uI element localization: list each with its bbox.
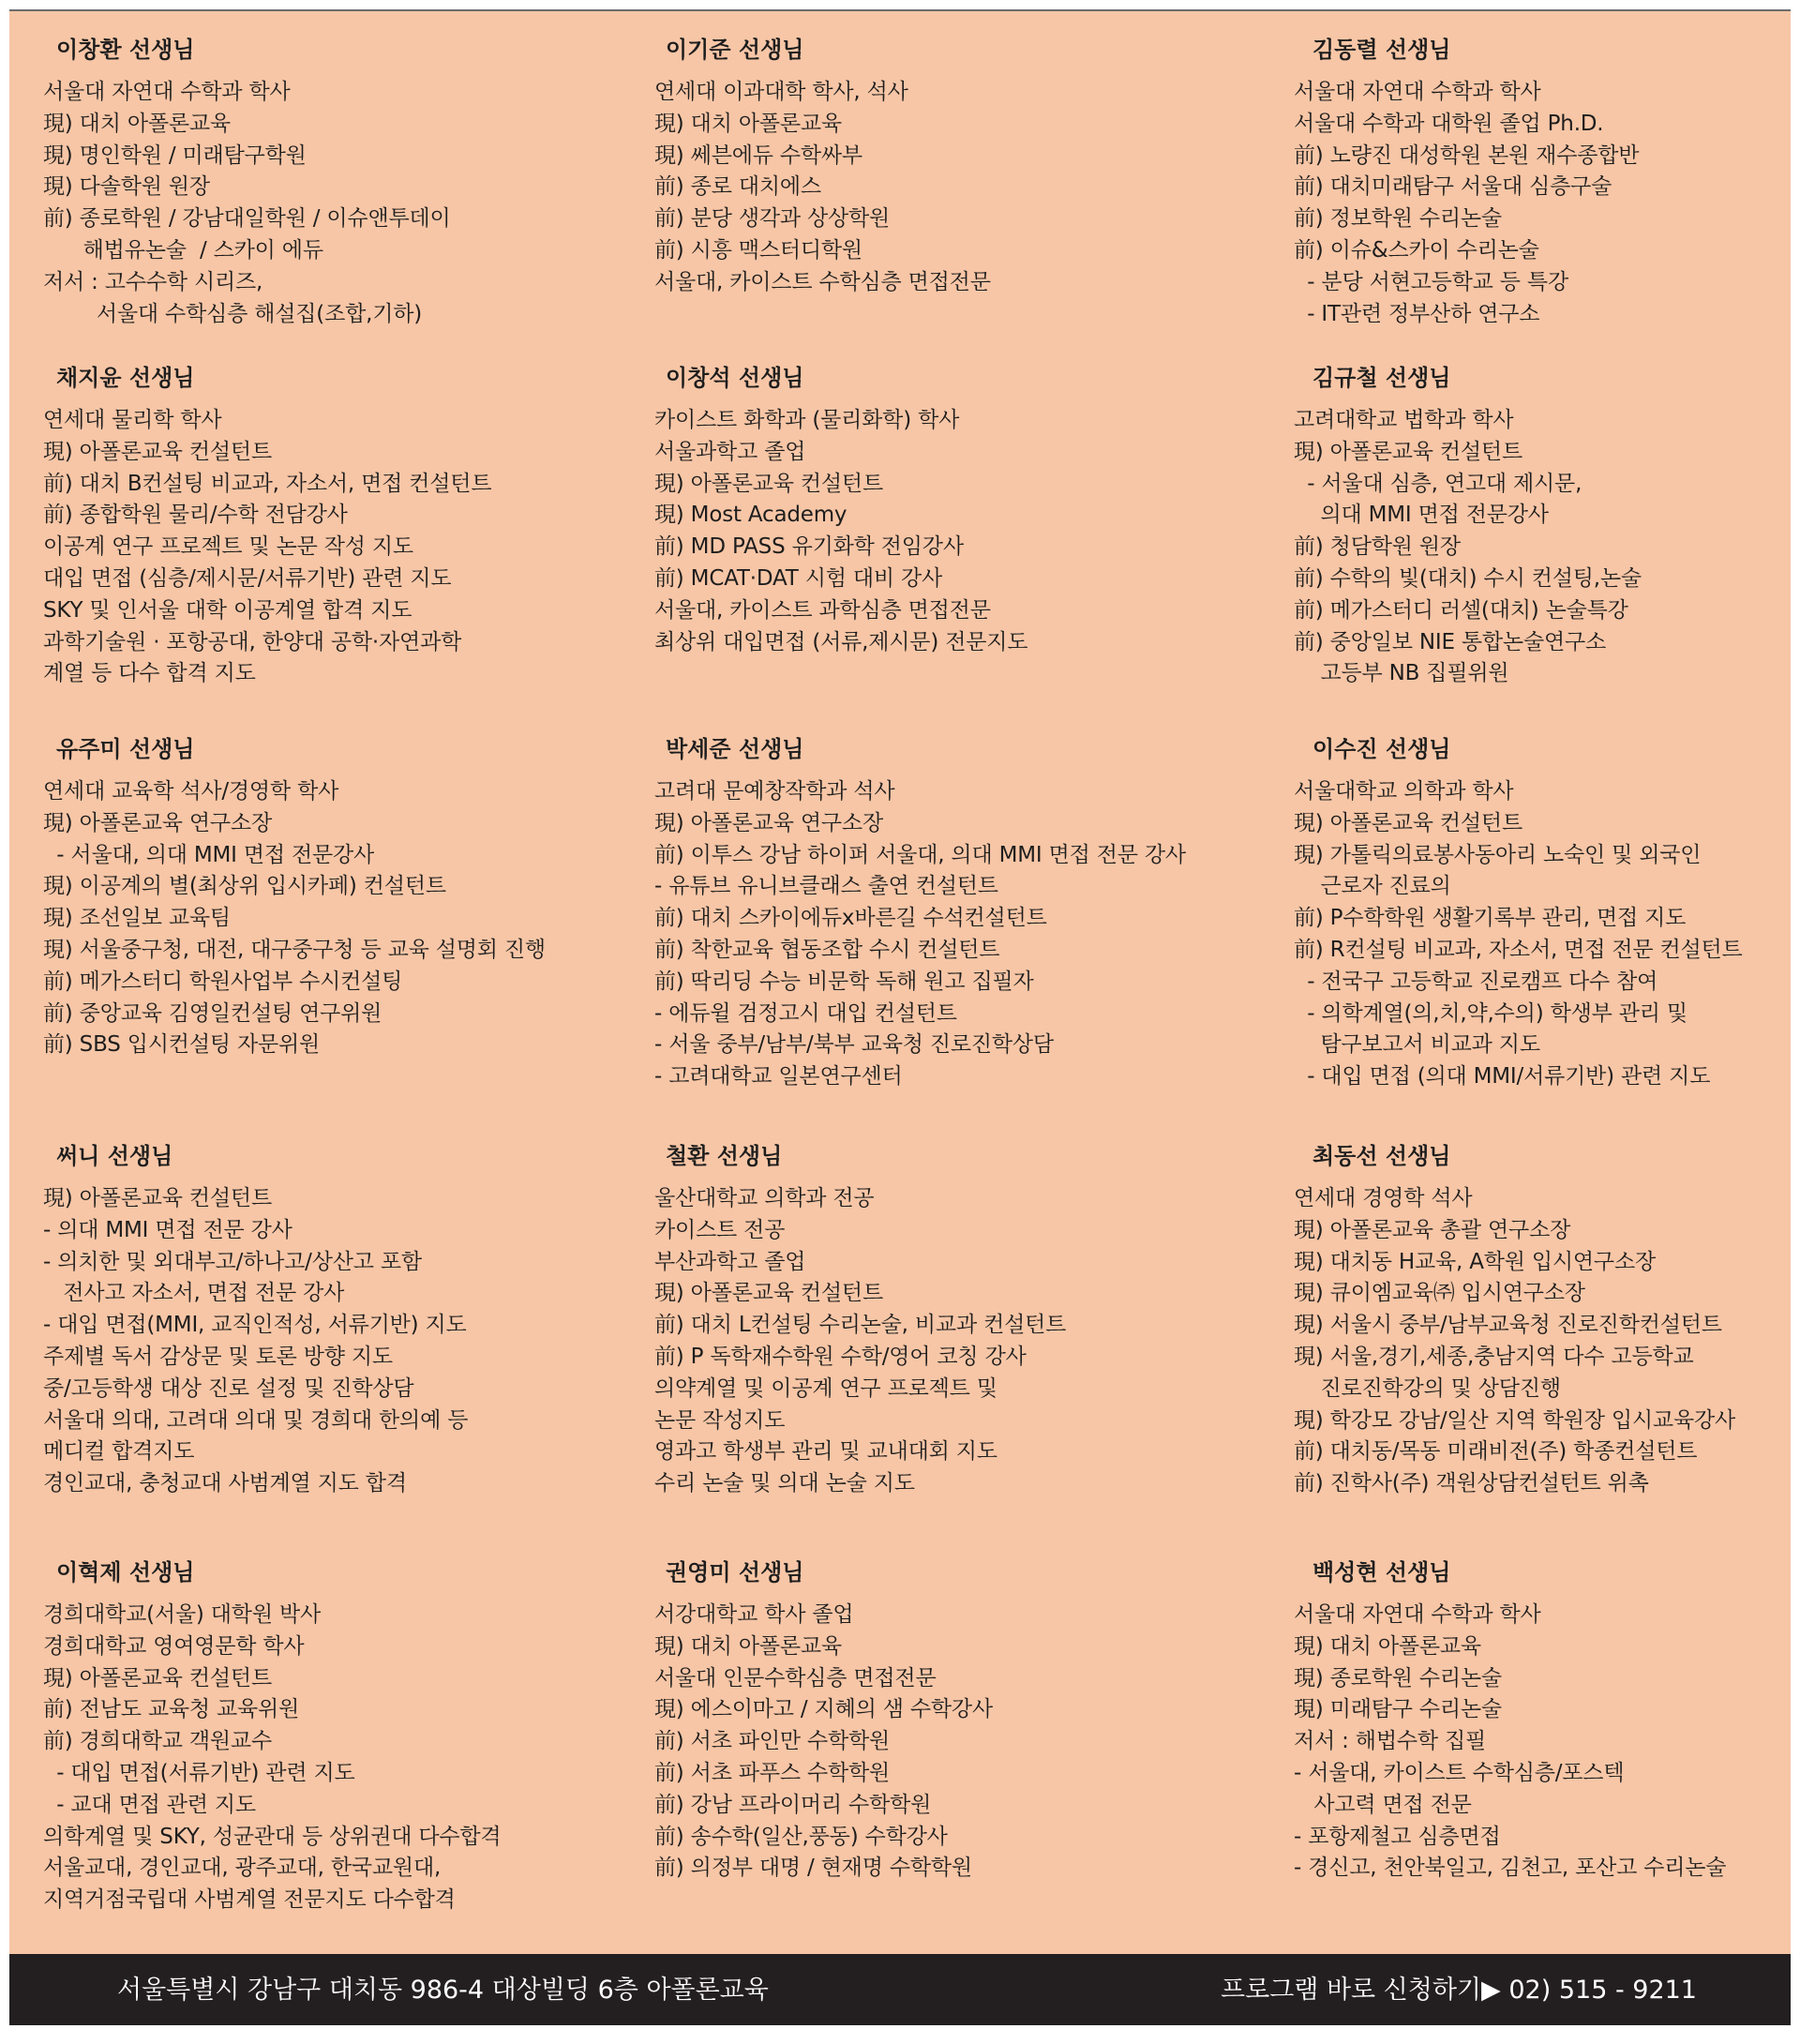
teacher-career-list <box>1294 776 1743 1093</box>
career-line: - 의치한 및 외대부고/하나고/상산고 포함 <box>43 1249 422 1274</box>
career-line: 연세대 교육학 석사/경영학 학사 <box>43 779 339 804</box>
career-line: - 경신고, 천안북일고, 김천고, 포산고 수리논술 <box>1294 1856 1727 1881</box>
career-line: 울산대학교 의학과 전공 <box>654 1186 875 1210</box>
career-line: 前) 시흥 맥스터디학원 <box>654 237 862 263</box>
career-line: SKY 및 인서울 대학 이공계열 합격 지도 <box>43 597 412 623</box>
teacher-profile <box>1294 36 1639 330</box>
career-line: 前) 서초 파인만 수학학원 <box>654 1729 891 1754</box>
career-line: 現) Most Academy <box>654 503 848 528</box>
career-line: 前) 종로 대치에스 <box>654 174 821 200</box>
career-line: 계열 등 다수 합격 지도 <box>43 661 256 686</box>
career-line: 前) 이슈&스카이 수리논술 <box>1294 237 1539 263</box>
teacher-name: 박세준 선생님 <box>666 736 804 762</box>
teacher-career-list <box>654 776 1186 1093</box>
career-line: 사고력 면접 전문 <box>1294 1792 1472 1817</box>
teacher-name: 이기준 선생님 <box>666 37 804 63</box>
teacher-profile <box>43 364 491 690</box>
career-line: - 서울대 심층, 연고대 제시문, <box>1294 471 1582 496</box>
career-line: 現) 서울시 중부/남부교육청 진로진학컨설턴트 <box>1294 1313 1722 1338</box>
teacher-career-list <box>43 1183 468 1500</box>
teacher-career-list <box>654 77 991 299</box>
career-line: 前) 종합학원 물리/수학 전담강사 <box>43 503 348 528</box>
career-line: 전사고 자소서, 면접 전문 강사 <box>43 1281 345 1306</box>
career-line: 現) 아폴론교육 연구소장 <box>654 810 883 835</box>
career-line: 現) 가톨릭의료봉사동아리 노숙인 및 외국인 <box>1294 842 1702 867</box>
teacher-name: 권영미 선생님 <box>666 1559 804 1586</box>
teacher-profile <box>43 36 451 330</box>
career-line: 서울대 자연대 수학과 학사 <box>1294 80 1541 104</box>
teacher-name: 유주미 선생님 <box>56 736 195 762</box>
career-line: 現) 다솔학원 원장 <box>43 174 210 200</box>
career-line: 서울대 자연대 수학과 학사 <box>43 80 291 104</box>
career-line: 서울대 수학과 대학원 졸업 Ph.D. <box>1294 111 1604 136</box>
career-line: 前) 의정부 대명 / 현재명 수학학원 <box>654 1856 972 1881</box>
teacher-career-list <box>654 1600 993 1885</box>
career-line: 경희대학교(서울) 대학원 박사 <box>43 1602 321 1627</box>
career-line: 前) 서초 파푸스 수학학원 <box>654 1760 891 1785</box>
career-line: - 서울대, 카이스트 수학심층/포스텍 <box>1294 1760 1625 1785</box>
career-line: 저서 : 고수수학 시리즈, <box>43 269 263 294</box>
career-line: 前) 중앙일보 NIE 통합논술연구소 <box>1294 629 1607 654</box>
career-line: 연세대 이과대학 학사, 석사 <box>654 80 908 104</box>
career-line: - 분당 서현고등학교 등 특강 <box>1294 269 1568 294</box>
career-line: - 전국구 고등학교 진로캠프 다수 참여 <box>1294 969 1658 994</box>
teacher-profile <box>654 735 1186 1093</box>
teacher-profile <box>654 1558 993 1885</box>
career-line: 前) MD PASS 유기화학 전임강사 <box>654 534 964 560</box>
career-line: 前) 진학사(주) 객원상담컨설턴트 위촉 <box>1294 1471 1649 1496</box>
teacher-profile <box>43 1142 468 1500</box>
teacher-name: 김동렬 선생님 <box>1312 37 1451 63</box>
career-line: 서울대학교 의학과 학사 <box>1294 779 1514 804</box>
career-line: 現) 아폴론교육 컨설턴트 <box>43 439 272 464</box>
career-line: 부산과학고 졸업 <box>654 1249 806 1274</box>
career-line: 前) P 독학재수학원 수학/영어 코칭 강사 <box>654 1344 1027 1369</box>
career-line: 의약계열 및 이공계 연구 프로젝트 및 <box>654 1375 998 1401</box>
career-line: 의대 MMI 면접 전문강사 <box>1294 503 1549 528</box>
career-line: - 포항제철고 심층면접 <box>1294 1824 1501 1849</box>
teacher-profile <box>654 364 1028 658</box>
career-line: 메디컬 합격지도 <box>43 1439 195 1465</box>
career-line: 現) 조선일보 교육팀 <box>43 906 231 931</box>
career-line: 지역거점국립대 사범계열 전문지도 다수합격 <box>43 1887 456 1913</box>
career-line: 前) 대치 L컨설팅 수리논술, 비교과 컨설턴트 <box>654 1313 1067 1338</box>
career-line: 탐구보고서 비교과 지도 <box>1294 1032 1540 1058</box>
teacher-career-list <box>1294 77 1639 330</box>
career-line: 서울과학고 졸업 <box>654 439 806 464</box>
career-line: - 서울 중부/남부/북부 교육청 진로진학상담 <box>654 1032 1054 1058</box>
career-line: 現) 대치 아폴론교육 <box>654 1633 842 1659</box>
career-line: 前) 정보학원 수리논술 <box>1294 206 1502 232</box>
teacher-name: 최동선 선생님 <box>1312 1143 1451 1169</box>
career-line: 해법유논술 / 스카이 에듀 <box>43 237 323 263</box>
career-line: 과학기술원 · 포항공대, 한양대 공학·자연과학 <box>43 629 462 654</box>
teacher-profile <box>43 1558 501 1916</box>
teacher-career-list <box>43 405 491 690</box>
career-line: 前) 중앙교육 김영일컨설팅 연구위원 <box>43 1000 382 1026</box>
teacher-career-list <box>43 1600 501 1916</box>
career-line: - 대입 면접(서류기반) 관련 지도 <box>43 1760 355 1785</box>
career-line: 現) 에스이마고 / 지혜의 샘 수학강사 <box>654 1697 993 1722</box>
footer-bar <box>9 1954 1791 2025</box>
teacher-name: 이창환 선생님 <box>56 37 195 63</box>
career-line: - 의대 MMI 면접 전문 강사 <box>43 1217 292 1242</box>
career-line: 前) 착한교육 협동조합 수시 컨설턴트 <box>654 937 1000 962</box>
career-line: 現) 아폴론교육 컨설턴트 <box>654 471 883 496</box>
teacher-profile <box>1294 735 1743 1093</box>
career-line: 서울대 수학심층 해설집(조합,기하) <box>43 301 423 326</box>
career-line: 서울교대, 경인교대, 광주교대, 한국교원대, <box>43 1856 442 1881</box>
career-line: - 의학계열(의,치,약,수의) 학생부 관리 및 <box>1294 1000 1688 1026</box>
teacher-name: 김규철 선생님 <box>1312 365 1451 391</box>
career-line: 前) 송수학(일산,풍동) 수학강사 <box>654 1824 948 1849</box>
career-line: 고려대 문예창작학과 석사 <box>654 779 895 804</box>
career-line: 前) 청담학원 원장 <box>1294 534 1461 560</box>
career-line: 現) 아폴론교육 연구소장 <box>43 810 272 835</box>
career-line: 現) 아폴론교육 컨설턴트 <box>1294 810 1522 835</box>
footer-address: 서울특별시 강남구 대치동 986-4 대상빌딩 6층 아폴론교육 <box>117 1976 769 2005</box>
career-line: 근로자 진료의 <box>1294 874 1451 899</box>
career-line: 서강대학교 학사 졸업 <box>654 1602 854 1627</box>
career-line: 前) 딱리딩 수능 비문학 독해 원고 집필자 <box>654 969 1034 994</box>
career-line: 서울대, 카이스트 과학심층 면접전문 <box>654 597 991 623</box>
career-line: 前) 메가스터디 러셀(대치) 논술특강 <box>1294 597 1628 623</box>
career-line: 서울대, 카이스트 수학심층 면접전문 <box>654 269 991 294</box>
career-line: 現) 미래탐구 수리논술 <box>1294 1697 1502 1722</box>
career-line: 연세대 경영학 석사 <box>1294 1186 1473 1210</box>
career-line: 現) 아폴론교육 컨설턴트 <box>1294 439 1522 464</box>
career-line: 現) 학강모 강남/일산 지역 학원장 입시교육강사 <box>1294 1407 1736 1433</box>
career-line: 現) 이공계의 별(최상위 입시카페) 컨설턴트 <box>43 874 446 899</box>
career-line: 前) 메가스터디 학원사업부 수시컨설팅 <box>43 969 403 994</box>
career-line: 現) 아폴론교육 컨설턴트 <box>654 1281 883 1306</box>
career-line: 前) MCAT·DAT 시험 대비 강사 <box>654 565 943 591</box>
teacher-name: 써니 선생님 <box>56 1143 173 1169</box>
career-line: 논문 작성지도 <box>654 1407 786 1433</box>
career-line: - 서울대, 의대 MMI 면접 전문강사 <box>43 842 375 867</box>
teacher-name: 이수진 선생님 <box>1312 736 1451 762</box>
career-line: 前) 대치동/목동 미래비전(주) 학종컨설턴트 <box>1294 1439 1698 1465</box>
career-line: 서울대 인문수학심층 면접전문 <box>654 1665 937 1691</box>
apply-program-link[interactable]: 프로그램 바로 신청하기▶ 02) 515 - 9211 <box>1221 1976 1697 2005</box>
career-line: 서울대 의대, 고려대 의대 및 경희대 한의예 등 <box>43 1407 469 1433</box>
career-line: 現) 아폴론교육 컨설턴트 <box>43 1665 272 1691</box>
career-line: 중/고등학생 대상 진로 설정 및 진학상담 <box>43 1375 414 1401</box>
career-line: 前) P수학학원 생활기록부 관리, 면접 지도 <box>1294 906 1687 931</box>
teacher-career-list <box>1294 1183 1735 1500</box>
career-line: 現) 서울중구청, 대전, 대구중구청 등 교육 설명회 진행 <box>43 937 546 962</box>
career-line: 저서 : 해법수학 집필 <box>1294 1729 1487 1754</box>
career-line: - 에듀윌 검정고시 대입 컨설턴트 <box>654 1000 957 1026</box>
career-line: - 고려대학교 일본연구센터 <box>654 1064 903 1090</box>
career-line: 연세대 물리학 학사 <box>43 408 222 432</box>
career-line: 前) 이투스 강남 하이퍼 서울대, 의대 MMI 면접 전문 강사 <box>654 842 1186 867</box>
career-line: 前) 분당 생각과 상상학원 <box>654 206 891 232</box>
teacher-profile <box>1294 1142 1735 1500</box>
career-line: 現) 명인학원 / 미래탐구학원 <box>43 143 307 168</box>
teacher-name: 철환 선생님 <box>666 1143 783 1169</box>
career-line: 서울대 자연대 수학과 학사 <box>1294 1602 1541 1627</box>
career-line: - 유튜브 유니브클래스 출연 컨설턴트 <box>654 874 998 899</box>
teacher-name: 채지윤 선생님 <box>56 365 195 391</box>
career-line: 現) 대치 아폴론교육 <box>43 111 231 136</box>
teacher-career-list <box>654 405 1028 658</box>
teacher-profile <box>1294 364 1642 690</box>
career-line: 現) 대치 아폴론교육 <box>1294 1633 1481 1659</box>
career-line: 영과고 학생부 관리 및 교내대회 지도 <box>654 1439 998 1465</box>
career-line: 의학계열 및 SKY, 성균관대 등 상위권대 다수합격 <box>43 1824 502 1849</box>
teacher-profile <box>654 36 991 299</box>
career-line: - IT관련 정부산하 연구소 <box>1294 301 1540 326</box>
teacher-profile <box>654 1142 1066 1500</box>
career-line: 前) 대치 스카이에듀x바른길 수석컨설턴트 <box>654 906 1047 931</box>
career-line: 現) 대치 아폴론교육 <box>654 111 842 136</box>
career-line: 現) 아폴론교육 컨설턴트 <box>43 1186 272 1210</box>
career-line: 現) 대치동 H교육, A학원 입시연구소장 <box>1294 1249 1656 1274</box>
career-line: 前) 대치 B컨설팅 비교과, 자소서, 면접 컨설턴트 <box>43 471 492 496</box>
teacher-name: 이창석 선생님 <box>666 365 804 391</box>
career-line: 現) 큐이엠교육㈜ 입시연구소장 <box>1294 1281 1585 1306</box>
career-line: 前) 경희대학교 객원교수 <box>43 1729 272 1754</box>
career-line: 이공계 연구 프로젝트 및 논문 작성 지도 <box>43 534 413 560</box>
teacher-profile <box>43 735 546 1061</box>
teacher-name: 백성현 선생님 <box>1312 1559 1451 1586</box>
career-line: - 대입 면접 (의대 MMI/서류기반) 관련 지도 <box>1294 1064 1711 1090</box>
career-line: 前) 전남도 교육청 교육위원 <box>43 1697 300 1722</box>
teacher-career-list <box>1294 1600 1726 1885</box>
career-line: 前) 노량진 대성학원 본원 재수종합반 <box>1294 143 1640 168</box>
career-line: 現) 서울,경기,세종,충남지역 다수 고등학교 <box>1294 1344 1694 1369</box>
teacher-career-list <box>43 776 546 1061</box>
teacher-career-list <box>654 1183 1066 1500</box>
teacher-career-list <box>43 77 451 330</box>
career-line: - 대입 면접(MMI, 교직인적성, 서류기반) 지도 <box>43 1313 467 1338</box>
career-line: 前) 강남 프라이머리 수학학원 <box>654 1792 932 1817</box>
career-line: 前) 대치미래탐구 서울대 심층구술 <box>1294 174 1612 200</box>
career-line: 現) 아폴론교육 총괄 연구소장 <box>1294 1217 1571 1242</box>
career-line: 경인교대, 충청교대 사범계열 지도 합격 <box>43 1471 407 1496</box>
career-line: 現) 종로학원 수리논술 <box>1294 1665 1502 1691</box>
career-line: - 교대 면접 관련 지도 <box>43 1792 256 1817</box>
career-line: 주제별 독서 감상문 및 토론 방향 지도 <box>43 1344 393 1369</box>
career-line: 카이스트 전공 <box>654 1217 786 1242</box>
career-line: 前) 수학의 빛(대치) 수시 컨설팅,논술 <box>1294 565 1642 591</box>
career-line: 前) R컨설팅 비교과, 자소서, 면접 전문 컨설턴트 <box>1294 937 1743 962</box>
teacher-profile <box>1294 1558 1726 1885</box>
career-line: 수리 논술 및 의대 논술 지도 <box>654 1471 915 1496</box>
career-line: 카이스트 화학과 (물리화학) 학사 <box>654 408 960 432</box>
career-line: 前) 종로학원 / 강남대일학원 / 이슈앤투데이 <box>43 206 451 232</box>
teacher-career-list <box>1294 405 1642 690</box>
career-line: 前) SBS 입시컨설팅 자문위원 <box>43 1032 321 1058</box>
career-line: 진로진학강의 및 상담진행 <box>1294 1375 1561 1401</box>
career-line: 고등부 NB 집필위원 <box>1294 661 1509 686</box>
career-line: 최상위 대입면접 (서류,제시문) 전문지도 <box>654 629 1028 654</box>
career-line: 고려대학교 법학과 학사 <box>1294 408 1514 432</box>
teacher-name: 이혁제 선생님 <box>56 1559 195 1586</box>
career-line: 경희대학교 영여영문학 학사 <box>43 1633 305 1659</box>
career-line: 現) 쎄븐에듀 수학싸부 <box>654 143 862 168</box>
career-line: 대입 면접 (심층/제시문/서류기반) 관련 지도 <box>43 565 452 591</box>
